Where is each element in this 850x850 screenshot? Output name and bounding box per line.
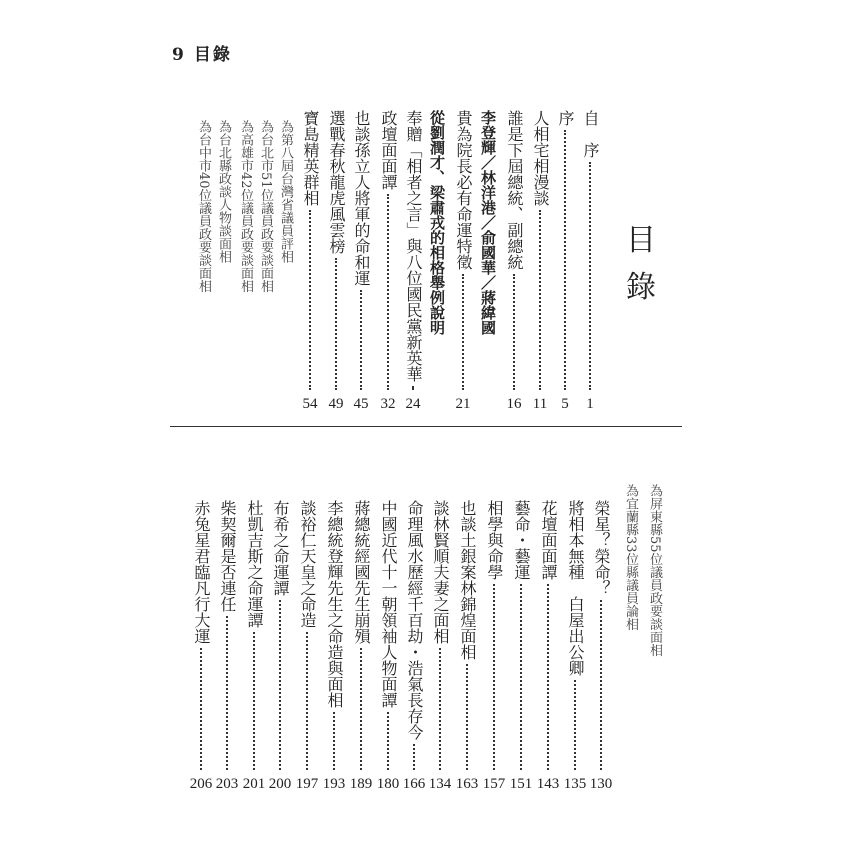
toc-page-number: 49 — [328, 396, 344, 412]
dot-leader — [589, 162, 591, 390]
toc-entry[interactable] — [233, 120, 257, 293]
toc-page-number: 21 — [455, 396, 471, 412]
dot-leader — [387, 712, 389, 770]
toc-title-char-2: 錄 — [626, 270, 656, 305]
toc-page-number: 32 — [380, 396, 396, 412]
toc-entry[interactable] — [322, 500, 346, 774]
toc-entry-title: 談林賢順夫妻之面相 — [431, 500, 450, 644]
section-divider — [170, 426, 682, 427]
toc-entry[interactable] — [509, 500, 533, 774]
toc-entry[interactable] — [268, 500, 292, 774]
toc-entry[interactable] — [295, 500, 319, 774]
dot-leader — [600, 600, 602, 770]
toc-page-number: 16 — [506, 396, 522, 412]
running-title: 目錄 — [193, 45, 232, 65]
dot-leader — [513, 274, 515, 390]
toc-entry[interactable] — [401, 110, 425, 394]
toc-entry[interactable] — [425, 110, 449, 335]
toc-entry-title: 為台中市40位議員政要談面相 — [196, 120, 211, 293]
dot-leader — [466, 664, 468, 770]
toc-page-number: 193 — [322, 776, 346, 792]
toc-entry-title: 赤兔星君臨凡行大運 — [192, 500, 211, 644]
toc-entry[interactable] — [642, 484, 666, 657]
toc-entry-title: 從劉潤才、梁肅戎的相格舉例說明 — [428, 110, 446, 335]
page-number: 9 — [172, 45, 186, 65]
toc-entry[interactable] — [376, 110, 400, 394]
toc-page-number: 24 — [405, 396, 421, 412]
toc-entry-title: 為第八屆台灣省議員評相 — [278, 120, 293, 263]
toc-entry[interactable] — [528, 110, 552, 394]
toc-entry[interactable] — [476, 110, 500, 335]
toc-entry-title: 相學與命學 — [485, 500, 504, 580]
toc-entry[interactable] — [215, 500, 239, 774]
toc-entry[interactable] — [349, 500, 373, 774]
toc-page-number: 143 — [536, 776, 560, 792]
toc-entry[interactable] — [298, 110, 322, 394]
toc-page-number: 163 — [455, 776, 479, 792]
toc-page-number: 135 — [563, 776, 587, 792]
toc-entry[interactable] — [324, 110, 348, 394]
toc-entry[interactable] — [502, 110, 526, 394]
toc-page-number: 197 — [295, 776, 319, 792]
dot-leader — [520, 584, 522, 770]
dot-leader — [412, 386, 414, 390]
toc-page-number: 11 — [532, 396, 548, 412]
toc-page-number: 45 — [353, 396, 369, 412]
toc-entry[interactable] — [618, 484, 642, 631]
toc-page-number: 54 — [302, 396, 318, 412]
toc-entry-title: 也談土銀案林錦煌面相 — [458, 500, 477, 660]
toc-entry[interactable] — [482, 500, 506, 774]
toc-title-char-1: 目 — [626, 223, 656, 258]
toc-entry-title: 杜凱吉斯之命運譚 — [245, 500, 264, 628]
dot-leader — [333, 712, 335, 770]
toc-entry[interactable] — [402, 500, 426, 774]
toc-entry-title: 為宜蘭縣33位縣議員論相 — [623, 484, 638, 631]
toc-page-number: 134 — [428, 776, 452, 792]
toc-entry-title: 命理風水歷經千百劫・浩氣長存今 — [405, 500, 424, 740]
dot-leader — [200, 648, 202, 770]
toc-page-number: 130 — [589, 776, 613, 792]
toc-entry-title: 誰是下屆總統、副總統 — [505, 110, 524, 270]
toc-entry-title: 布希之命運譚 — [271, 500, 290, 596]
toc-page-number: 200 — [268, 776, 292, 792]
toc-entry-title: 自 序 — [581, 110, 600, 158]
dot-leader — [226, 616, 228, 770]
toc-page-number: 201 — [242, 776, 266, 792]
dot-leader — [574, 680, 576, 770]
toc-page-number: 189 — [349, 776, 373, 792]
toc-entry[interactable] — [242, 500, 266, 774]
toc-page-number: 166 — [402, 776, 426, 792]
toc-entry-title: 李登輝／林洋港／俞國華／蔣緯國 — [479, 110, 497, 335]
page-header — [172, 40, 240, 65]
dot-leader — [462, 274, 464, 390]
toc-entry-title: 序 — [556, 110, 575, 126]
dot-leader — [309, 210, 311, 390]
toc-entry[interactable] — [191, 120, 215, 293]
toc-entry-title: 寶島精英群相 — [301, 110, 320, 206]
dot-leader — [306, 632, 308, 770]
toc-entry[interactable] — [349, 110, 373, 394]
toc-entry-title: 榮星？榮命？ — [592, 500, 611, 596]
dot-leader — [413, 744, 415, 770]
toc-entry-title: 貴為院長必有命運特徵 — [454, 110, 473, 270]
toc-entry[interactable] — [578, 110, 602, 394]
dot-leader — [547, 584, 549, 770]
toc-entry[interactable] — [589, 500, 613, 774]
toc-entry-title: 人相宅相漫談 — [531, 110, 550, 206]
toc-entry-title: 花壇面面譚 — [539, 500, 558, 580]
toc-entry[interactable] — [563, 500, 587, 774]
dot-leader — [564, 130, 566, 390]
toc-entry-title: 談裕仁天皇之命造 — [298, 500, 317, 628]
toc-entry-title: 蔣總統經國先生崩殞 — [352, 500, 371, 644]
toc-entry[interactable] — [428, 500, 452, 774]
dot-leader — [279, 600, 281, 770]
dot-leader — [253, 632, 255, 770]
toc-entry[interactable] — [455, 500, 479, 774]
toc-entry-title: 柴契爾是否連任 — [218, 500, 237, 612]
toc-entry[interactable] — [536, 500, 560, 774]
dot-leader — [360, 290, 362, 390]
toc-entry-title: 李總統登輝先生之命造與面相 — [325, 500, 344, 708]
toc-entry[interactable] — [553, 110, 577, 394]
dot-leader — [360, 648, 362, 770]
toc-entry-title: 為屏東縣55位議員政要談面相 — [647, 484, 662, 657]
toc-entry[interactable] — [376, 500, 400, 774]
toc-entry-title: 中國近代十一朝領袖人物面譚 — [379, 500, 398, 708]
toc-page-number: 203 — [215, 776, 239, 792]
toc-entry-title: 為台北縣政談人物談面相 — [216, 120, 231, 263]
toc-entry-title: 選戰春秋龍虎風雲榜 — [327, 110, 346, 254]
toc-page-number: 151 — [509, 776, 533, 792]
toc-entry-title: 藝命・藝運 — [512, 500, 531, 580]
toc-entry-title: 為台北市51位議員政要談面相 — [258, 120, 273, 293]
toc-entry-title: 也談孫立人將軍的命和運 — [352, 110, 371, 286]
toc-entry-title: 將相本無種 白屋出公卿 — [566, 500, 585, 676]
dot-leader — [493, 584, 495, 770]
dot-leader — [439, 648, 441, 770]
toc-entry-title: 奉贈「相者之言」與八位國民黨新英華 — [404, 110, 423, 382]
toc-page-number: 180 — [376, 776, 400, 792]
toc-entry-title: 政壇面面譚 — [379, 110, 398, 190]
toc-entry[interactable] — [451, 110, 475, 394]
toc-page-number: 5 — [561, 396, 569, 412]
dot-leader — [539, 210, 541, 390]
dot-leader — [335, 258, 337, 390]
toc-entry-title: 為高雄市42位議員政要談面相 — [238, 120, 253, 293]
toc-page-number: 1 — [586, 396, 594, 412]
toc-page-number: 157 — [482, 776, 506, 792]
dot-leader — [387, 194, 389, 390]
toc-entry[interactable] — [189, 500, 213, 774]
toc-page-number: 206 — [189, 776, 213, 792]
